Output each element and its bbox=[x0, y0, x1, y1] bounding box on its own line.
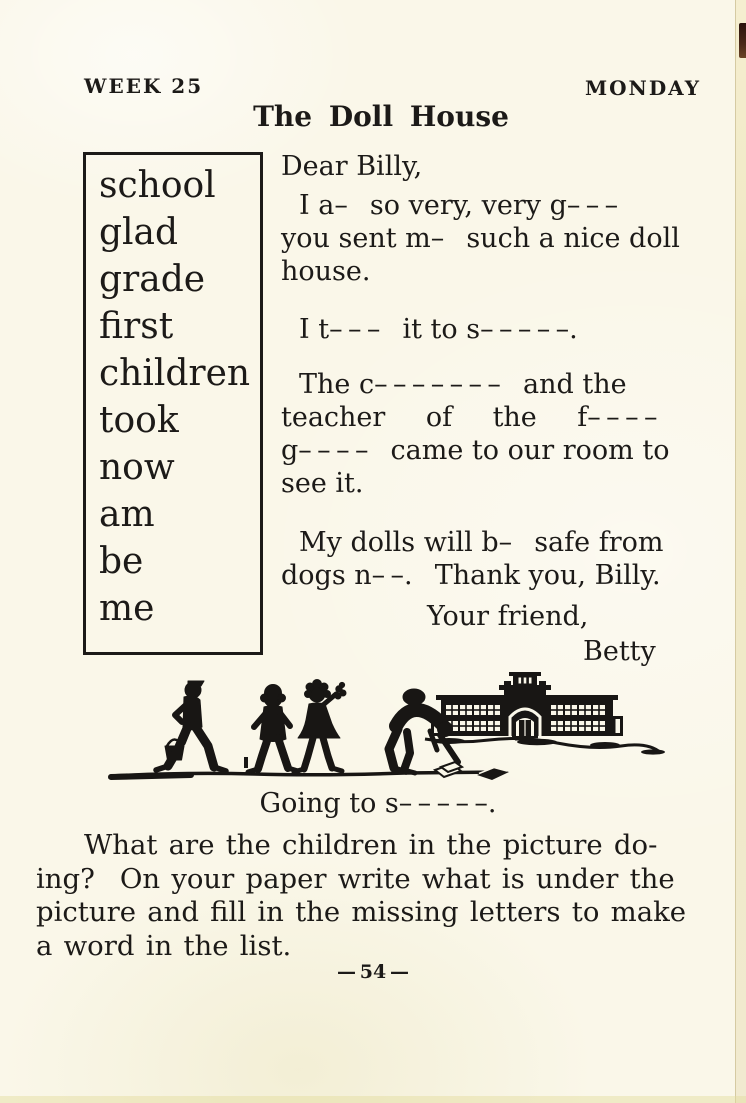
instruction-line: ing? On your paper write what is under the bbox=[36, 862, 675, 895]
letter-line: teacher of the f– – – – bbox=[281, 402, 658, 433]
word-list-item: children bbox=[99, 353, 251, 394]
instruction-line: picture and fill in the missing letters to make bbox=[36, 896, 687, 928]
fence-post bbox=[244, 757, 248, 768]
illustration-caption: Going to s– – – – –. bbox=[259, 788, 497, 819]
girl-bob-silhouette bbox=[248, 685, 298, 773]
letter-line: My dolls will b– safe from bbox=[299, 527, 664, 558]
bottom-edge-shade bbox=[0, 1096, 746, 1103]
page-title: The Doll House bbox=[253, 100, 509, 133]
word-list-item: took bbox=[99, 400, 179, 441]
week-label: WEEK 25 bbox=[84, 74, 204, 98]
word-list-item: me bbox=[99, 588, 155, 629]
page-number: — 54 — bbox=[336, 961, 410, 983]
boy-with-pail-silhouette bbox=[156, 681, 226, 771]
dropped-papers bbox=[435, 762, 462, 777]
word-list-item: school bbox=[99, 165, 216, 206]
girl-flowers-silhouette bbox=[294, 680, 346, 773]
word-list-item: am bbox=[99, 494, 155, 535]
letter-paragraph bbox=[281, 189, 697, 288]
binding-mark bbox=[739, 23, 746, 58]
letter-line: see it. bbox=[281, 468, 364, 499]
letter-line: I a– so very, very g– – – bbox=[299, 190, 619, 221]
word-list-item: first bbox=[99, 306, 174, 347]
letter-line: you sent m– such a nice doll bbox=[281, 223, 680, 254]
word-list-item: be bbox=[99, 541, 144, 582]
word-list-item: glad bbox=[99, 212, 179, 253]
letter-line: The c– – – – – – – and the bbox=[299, 369, 627, 400]
letter-closing: Your friend, bbox=[427, 601, 589, 632]
instruction-line: What are the children in the picture do- bbox=[84, 829, 658, 861]
letter-line: I t– – – it to s– – – – –. bbox=[299, 314, 578, 345]
exercise-instructions bbox=[36, 829, 718, 963]
knapsack bbox=[403, 689, 425, 705]
word-list-item: grade bbox=[99, 259, 206, 300]
letter-body bbox=[281, 150, 697, 668]
letter-line: house. bbox=[281, 256, 371, 287]
letter-salutation: Dear Billy, bbox=[281, 151, 423, 182]
dropped-book bbox=[477, 768, 509, 781]
word-list-item: now bbox=[99, 447, 175, 488]
letter-line: dogs n– –. Thank you, Billy. bbox=[281, 560, 661, 591]
children-walking-to-school-illustration bbox=[105, 668, 675, 790]
letter-paragraph bbox=[281, 368, 697, 500]
school-building-silhouette bbox=[425, 672, 665, 755]
word-list-box bbox=[83, 152, 263, 655]
instruction-line: a word in the list. bbox=[36, 929, 292, 962]
letter-signature: Betty bbox=[583, 636, 656, 667]
letter-paragraph bbox=[281, 526, 697, 592]
page-edge-strip bbox=[735, 0, 746, 1103]
flower-bouquet bbox=[335, 682, 346, 699]
day-label: MONDAY bbox=[585, 76, 701, 100]
letter-line: g– – – – came to our room to bbox=[281, 435, 670, 466]
letter-paragraph bbox=[281, 313, 697, 346]
